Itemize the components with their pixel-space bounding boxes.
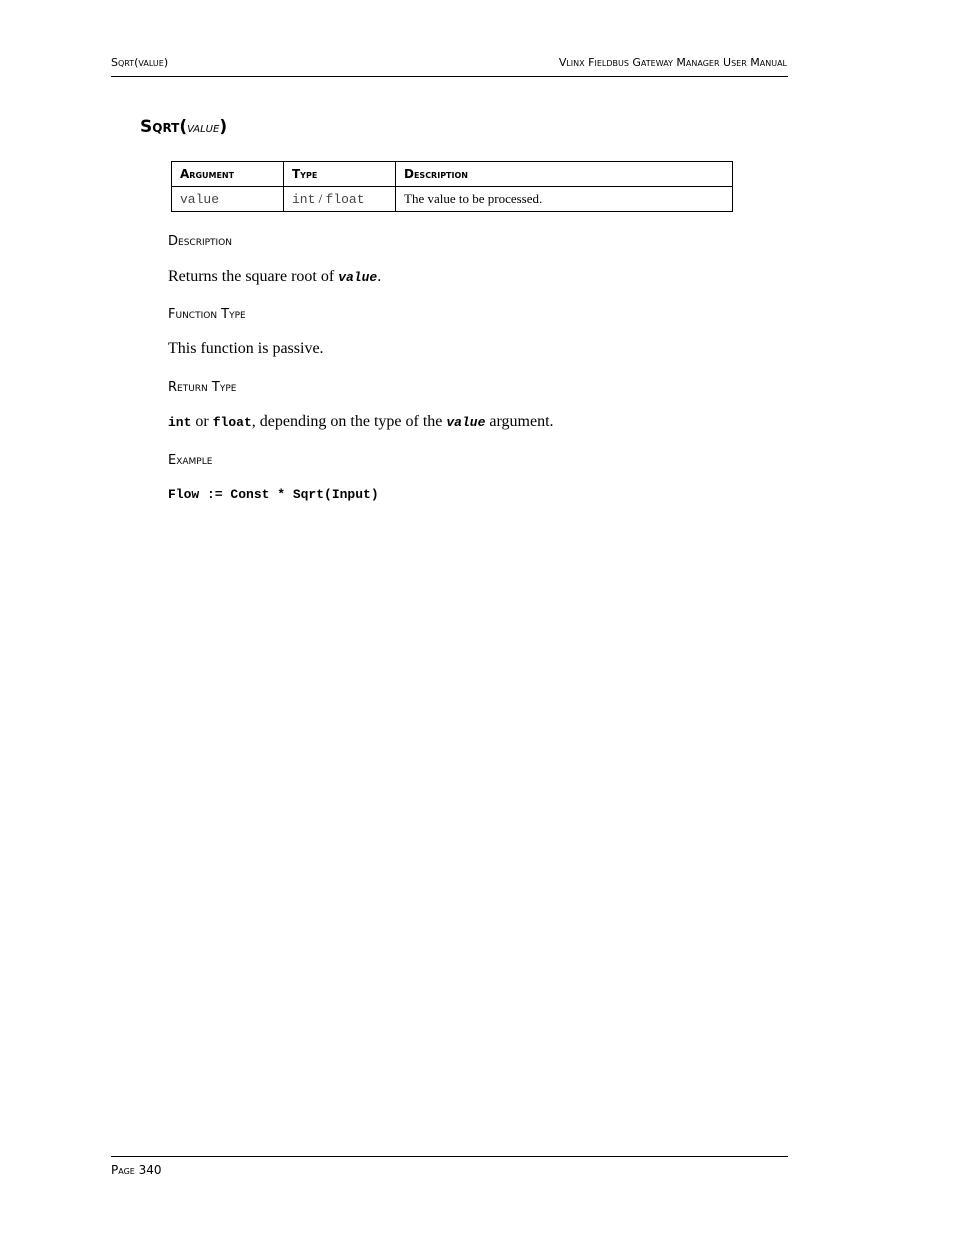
section-heading-return-type: Return Type	[168, 380, 237, 395]
section-heading-example: Example	[168, 453, 213, 468]
running-footer	[111, 1156, 788, 1177]
type-float: float	[325, 192, 365, 207]
table-header-row	[172, 162, 733, 187]
argument-table	[171, 161, 733, 212]
cell-description: The value to be processed.	[396, 187, 733, 212]
return-text-2: , depending on the type of the	[251, 413, 447, 430]
section-heading-function-type: Function Type	[168, 307, 246, 322]
type-int: int	[292, 192, 316, 207]
section-heading-description: Description	[168, 234, 232, 249]
title-close-paren: )	[219, 117, 228, 137]
column-header-description: Description	[396, 162, 733, 187]
header-manual-title: Vlinx Fieldbus Gateway Manager User Manual	[558, 56, 787, 69]
return-text-3: argument.	[485, 413, 554, 430]
title-function-name: Sqrt(	[140, 117, 188, 137]
title-argument: value	[187, 120, 220, 136]
page-title	[140, 117, 227, 137]
return-text-1: or	[191, 413, 213, 430]
column-header-type: Type	[284, 162, 396, 187]
return-type-text	[168, 413, 554, 431]
return-code-int: int	[168, 415, 192, 430]
description-text-after: .	[377, 268, 382, 285]
cell-type	[284, 187, 396, 212]
return-code-value: value	[446, 415, 486, 430]
running-header	[111, 56, 788, 77]
header-section-name: Sqrt(value)	[111, 56, 169, 69]
type-separator: /	[315, 191, 326, 206]
example-code: Flow := Const * Sqrt(Input)	[168, 487, 379, 502]
table-row	[172, 187, 733, 212]
description-code-value: value	[338, 270, 378, 285]
function-type-text: This function is passive.	[168, 340, 324, 357]
description-text	[168, 268, 381, 286]
return-code-float: float	[212, 415, 252, 430]
page-number: Page 340	[111, 1163, 162, 1177]
column-header-argument: Argument	[172, 162, 284, 187]
cell-argument: value	[172, 187, 284, 212]
description-text-before: Returns the square root of	[168, 268, 339, 285]
